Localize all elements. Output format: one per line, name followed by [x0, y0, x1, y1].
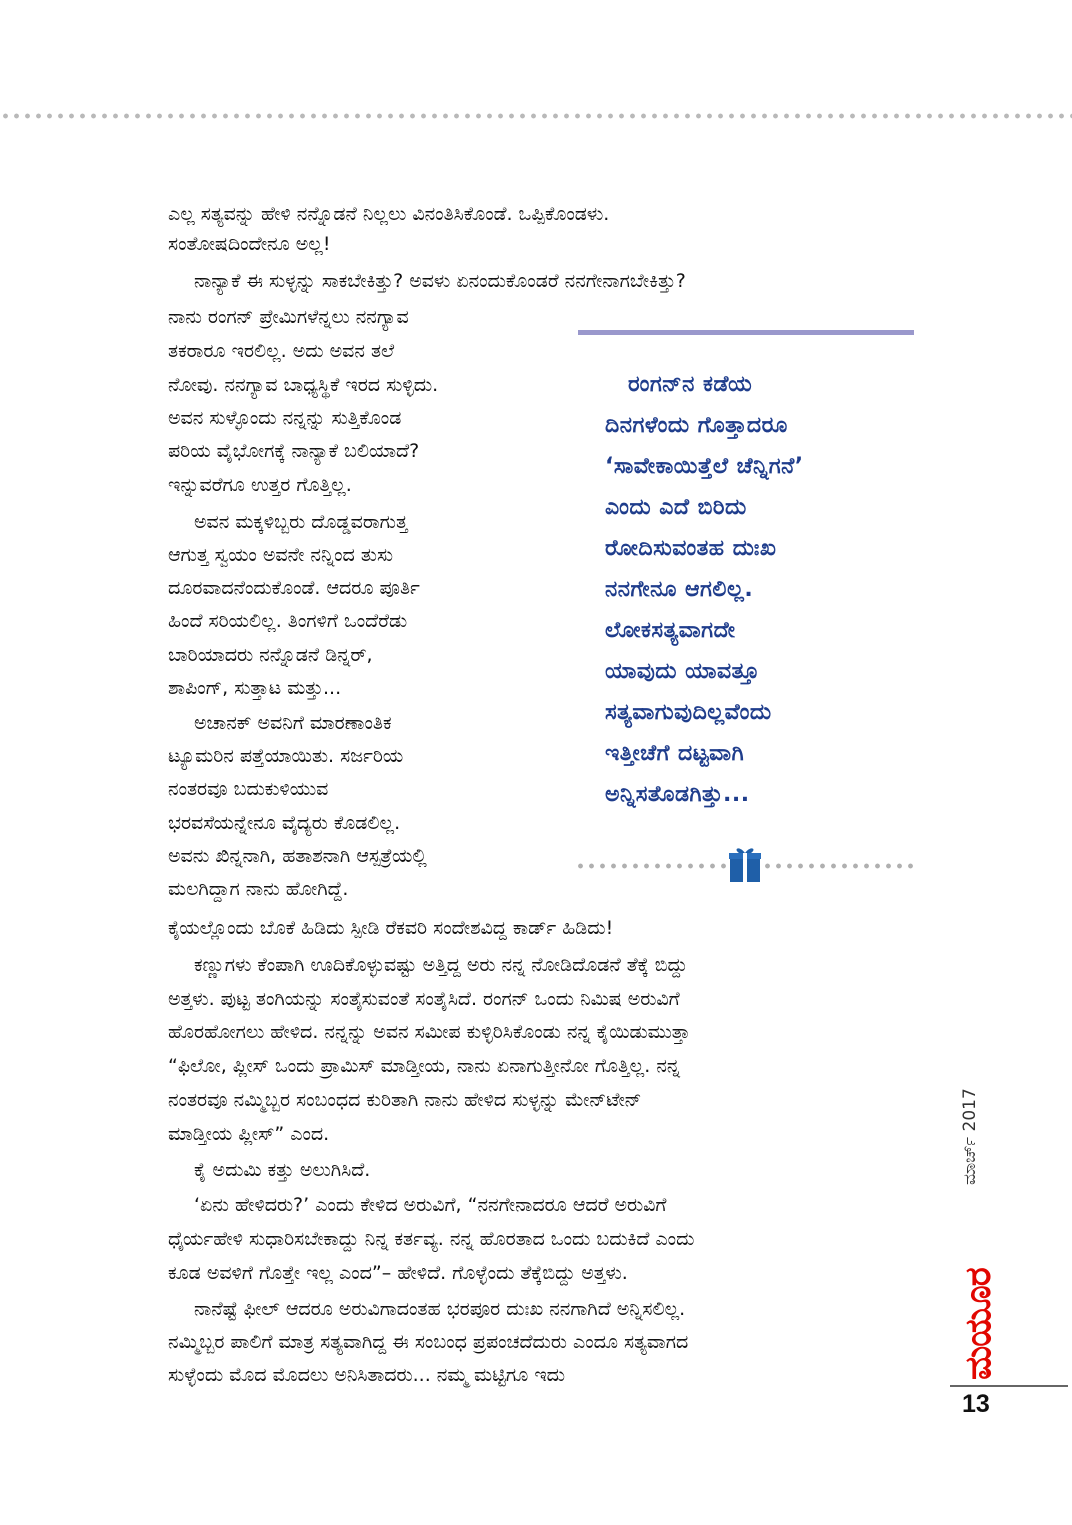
page-number: 13 — [962, 1390, 990, 1418]
issue-date: ಮಾರ್ಚ್ 2017 — [960, 1088, 980, 1185]
pull-quote-line: ಸತ್ಯವಾಗುವುದಿಲ್ಲವೆಂದು — [605, 700, 772, 725]
body-line: ಶಾಪಿಂಗ್, ಸುತ್ತಾಟ ಮತ್ತು... — [168, 677, 342, 699]
pull-quote-line: ಯಾವುದು ಯಾವತ್ತೂ — [605, 659, 760, 684]
body-line: ಅತ್ತಳು. ಪುಟ್ಟ ತಂಗಿಯನ್ನು ಸಂತೈಸುವಂತೆ ಸಂತೈಸಿದೆ. ರಂಗನ್ ಒಂದು ನಿಮಿಷ ಅರುವಿಗೆ — [168, 988, 680, 1010]
page-number-rule — [950, 1385, 1068, 1387]
pull-quote-line: ರಂಗನ್‌ನ ಕಡೆಯ — [628, 372, 753, 397]
body-line: ನಾನೆಷ್ಟೆ ಫೀಲ್ ಆದರೂ ಅರುವಿಗಾದಂತಹ ಭರಪೂರ ದುಃಖ ನನಗಾಗಿದೆ ಅನ್ನಿಸಲಿಲ್ಲ. — [194, 1298, 686, 1320]
body-line: ಆಗುತ್ತ ಸ್ವಯಂ ಅವನೇ ನನ್ನಿಂದ ತುಸು — [168, 544, 394, 566]
gift-box-icon — [727, 845, 763, 883]
body-line: ದೂರವಾದನೆಂದುಕೊಂಡೆ. ಆದರೂ ಪೂರ್ತಿ — [168, 577, 420, 599]
body-line: ನಾನ್ಯಾಕೆ ಈ ಸುಳ್ಳನ್ನು ಸಾಕಬೇಕಿತ್ತು? ಅವಳು ಏನಂದುಕೊಂಡರೆ ನನಗೇನಾಗಬೇಕಿತ್ತು? — [194, 270, 686, 292]
body-line: ‘ಏನು ಹೇಳಿದರು?’ ಎಂದು ಕೇಳಿದ ಅರುವಿಗೆ, “ನನಗೇನಾದರೂ ಆದರೆ ಅರುವಿಗೆ — [194, 1194, 667, 1216]
body-line: ಭರವಸೆಯನ್ನೇನೂ ವೈದ್ಯರು ಕೊಡಲಿಲ್ಲ. — [168, 812, 401, 834]
body-line: ಹಿಂದೆ ಸರಿಯಲಿಲ್ಲ. ತಿಂಗಳಿಗೆ ಒಂದೆರೆಡು — [168, 610, 408, 632]
body-line: ಹೊರಹೋಗಲು ಹೇಳಿದ. ನನ್ನನ್ನು ಅವನ ಸಮೀಪ ಕುಳ್ಳಿರಿಸಿಕೊಂಡು ನನ್ನ ಕೈಯಿಡುಮುತ್ತಾ — [168, 1021, 691, 1043]
body-line: ಕೂಡ ಅವಳಿಗೆ ಗೊತ್ತೇ ಇಲ್ಲ ಎಂದ”– ಹೇಳಿದೆ. ಗೊಳ್ಳೆಂದು ತೆಕ್ಕೆಬಿದ್ದು ಅತ್ತಳು. — [168, 1262, 628, 1284]
pull-quote-line: ‘ಸಾವೇಕಾಯಿತ್ತೆಲೆ ಚೆನ್ನಿಗನೆ’ — [605, 454, 804, 479]
body-line: ಬಾರಿಯಾದರು ನನ್ನೊಡನೆ ಡಿನ್ನರ್, — [168, 644, 373, 666]
pull-quote-line: ನನಗೇನೂ ಆಗಲಿಲ್ಲ. — [605, 577, 754, 602]
body-line: ಸಂತೋಷದಿಂದೇನೂ ಅಲ್ಲ! — [168, 233, 331, 255]
body-line: “ಫಿಲೋ, ಪ್ಲೀಸ್ ಒಂದು ಪ್ರಾಮಿಸ್ ಮಾಡ್ತೀಯ, ನಾನು ಏನಾಗುತ್ತೀನೋ ಗೊತ್ತಿಲ್ಲ. ನನ್ನ — [168, 1055, 681, 1077]
body-line: ಸುಳ್ಳೆಂದು ಮೊದ ಮೊದಲು ಅನಿಸಿತಾದರು... ನಮ್ಮ ಮಟ್ಟಿಗೂ ಇದು — [168, 1364, 566, 1386]
body-line: ಮಲಗಿದ್ದಾಗ ನಾನು ಹೋಗಿದ್ದೆ. — [168, 878, 349, 900]
body-line: ಅವನ ಸುಳ್ಳೊಂದು ನನ್ನನ್ನು ಸುತ್ತಿಕೊಂಡ — [168, 407, 402, 429]
body-line: ನೋವು. ನನಗ್ಯಾವ ಬಾಧ್ಯಸ್ಥಿಕೆ ಇರದ ಸುಳ್ಳಿದು. — [168, 374, 439, 396]
pull-quote-line: ಅನ್ನಿಸತೊಡಗಿತ್ತು... — [605, 782, 750, 807]
body-line: ಕೈಯಲ್ಲೊಂದು ಬೊಕೆ ಹಿಡಿದು ಸ್ಪೀಡಿ ರೆಕವರಿ ಸಂದೇಶವಿದ್ದ ಕಾರ್ಡ್ ಹಿಡಿದು! — [168, 917, 614, 939]
body-line: ನಾನು ರಂಗನ್ ಪ್ರೇಮಿಗಳೆನ್ನಲು ನನಗ್ಯಾವ — [168, 306, 409, 328]
body-line: ಇನ್ನುವರೆಗೂ ಉತ್ತರ ಗೊತ್ತಿಲ್ಲ. — [168, 474, 352, 496]
body-line: ಅವನು ಖಿನ್ನನಾಗಿ, ಹತಾಶನಾಗಿ ಆಸ್ಪತ್ರೆಯಲ್ಲಿ — [168, 845, 427, 867]
body-line: ಕೈ ಅದುಮಿ ಕತ್ತು ಅಲುಗಿಸಿದೆ. — [194, 1159, 371, 1181]
body-line: ಅವನ ಮಕ್ಕಳಿಬ್ಬರು ದೊಡ್ಡವರಾಗುತ್ತ — [194, 511, 408, 533]
pull-quote-line: ದಿನಗಳೆಂದು ಗೊತ್ತಾದರೂ — [605, 413, 788, 438]
pull-quote-rule — [578, 330, 914, 335]
body-line: ನಂತರವೂ ನಮ್ಮಿಬ್ಬರ ಸಂಬಂಧದ ಕುರಿತಾಗಿ ನಾನು ಹೇಳಿದ ಸುಳ್ಳನ್ನು ಮೇನ್‌ಟೇನ್ — [168, 1089, 642, 1111]
body-line: ಅಚಾನಕ್ ಅವನಿಗೆ ಮಾರಣಾಂತಿಕ — [194, 712, 392, 734]
body-line: ಟ್ಯೂಮರಿನ ಪತ್ತೆಯಾಯಿತು. ಸರ್ಜರಿಯ — [168, 745, 404, 767]
pull-quote-line: ರೋದಿಸುವಂತಹ ದುಃಖ — [605, 536, 777, 561]
pull-quote-line: ಇತ್ತೀಚೆಗೆ ದಟ್ಟವಾಗಿ — [605, 741, 745, 766]
body-line: ತಕರಾರೂ ಇರಲಿಲ್ಲ. ಅದು ಅವನ ತಲೆ — [168, 340, 395, 362]
top-dotted-divider — [0, 113, 1072, 119]
body-line: ಎಲ್ಲ ಸತ್ಯವನ್ನು ಹೇಳಿ ನನ್ನೊಡನೆ ನಿಲ್ಲಲು ವಿನಂತಿಸಿಕೊಂಡೆ. ಒಪ್ಪಿಕೊಂಡಳು. — [168, 203, 610, 225]
body-line: ಧೈರ್ಯಹೇಳಿ ಸುಧಾರಿಸಬೇಕಾದ್ದು ನಿನ್ನ ಕರ್ತವ್ಯ. ನನ್ನ ಹೊರತಾದ ಒಂದು ಬದುಕಿದೆ ಎಂದು — [168, 1228, 695, 1250]
body-line: ಪರಿಯ ವೈಭೋಗಕ್ಕೆ ನಾನ್ಯಾಕೆ ಬಲಿಯಾದೆ? — [168, 440, 420, 462]
body-line: ನಮ್ಮಿಬ್ಬರ ಪಾಲಿಗೆ ಮಾತ್ರ ಸತ್ಯವಾಗಿದ್ದ ಈ ಸಂಬಂಧ ಪ್ರಪಂಚದೆದುರು ಎಂದೂ ಸತ್ಯವಾಗದ — [168, 1331, 689, 1353]
pull-quote-line: ಲೋಕಸತ್ಯವಾಗದೇ — [605, 618, 736, 643]
body-line: ಕಣ್ಣುಗಳು ಕೆಂಪಾಗಿ ಊದಿಕೊಳ್ಳುವಷ್ಟು ಅತ್ತಿದ್ದ ಅರು ನನ್ನ ನೋಡಿದೊಡನೆ ತೆಕ್ಕೆ ಬಿದ್ದು — [194, 954, 688, 976]
pull-quote-line: ಎಂದು ಎದೆ ಬಿರಿದು — [605, 495, 747, 520]
body-line: ನಂತರವೂ ಬದುಕುಳಿಯುವ — [168, 778, 329, 800]
body-line: ಮಾಡ್ತೀಯ ಪ್ಲೀಸ್” ಎಂದ. — [168, 1123, 330, 1145]
magazine-logo: ಮಯೂರ — [958, 1268, 999, 1380]
